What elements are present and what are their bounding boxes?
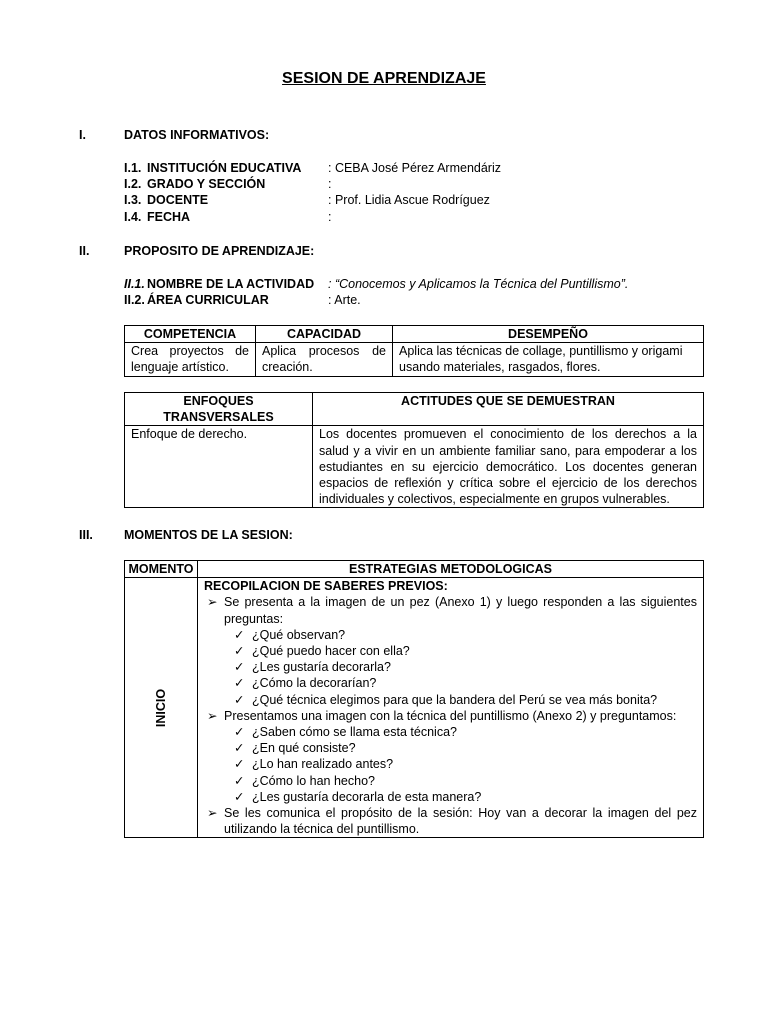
datos-value: : — [328, 209, 332, 224]
table-row — [125, 426, 704, 508]
datos-value: : Prof. Lidia Ascue Rodríguez — [328, 193, 490, 208]
datos-label: DOCENTE — [147, 193, 209, 208]
question-text: ¿Qué observan? — [252, 627, 346, 642]
section-datos-informativos — [79, 127, 269, 143]
datos-row — [124, 209, 501, 225]
document-title: SESION DE APRENDIZAJE — [282, 70, 486, 87]
table-cell: Los docentes promueven el conocimiento de los derechos a la salud y a vivir en un ambiente familiar sano, para empoderar a los estudiantes en su ejercicio democrático. Los docentes generan espacios de reflexión y crítica sobre el ejercicio de los derechos individuales y colectivos, especialmente en grupos vulnerables. — [313, 426, 704, 508]
datos-row — [124, 176, 501, 192]
question-text: ¿Les gustaría decorarla de esta manera? — [252, 789, 482, 804]
table-cell: Crea proyectos de lenguaje artístico. — [125, 343, 256, 376]
proposito-label: NOMBRE DE LA ACTIVIDAD — [147, 277, 315, 291]
question-text: ¿Saben cómo se llama esta técnica? — [252, 725, 457, 740]
table-header: MOMENTO — [125, 561, 198, 578]
moment-label: INICIO — [153, 688, 168, 727]
datos-number: I.4. — [124, 209, 142, 224]
section-number: I. — [79, 128, 86, 142]
checkmark-icon: ✓ — [234, 676, 245, 691]
checkmark-icon: ✓ — [234, 660, 245, 675]
question-item — [204, 659, 697, 675]
table-cell: Aplica las técnicas de collage, puntillismo y origami usando materiales, rasgados, flores. — [393, 343, 704, 376]
strategy-bullet — [204, 594, 697, 626]
table-header: CAPACIDAD — [256, 326, 393, 343]
table-header: COMPETENCIA — [125, 326, 256, 343]
datos-label: FECHA — [147, 209, 191, 224]
question-item — [204, 627, 697, 643]
moment-cell — [125, 578, 198, 838]
checkmark-icon: ✓ — [234, 789, 245, 804]
momentos-table — [124, 560, 704, 838]
strategies-cell — [198, 578, 704, 838]
question-text: ¿Qué técnica elegimos para que la bandera del Perú se vea más bonita? — [252, 692, 658, 707]
section-title: DATOS INFORMATIVOS: — [124, 128, 270, 142]
proposito-row — [124, 276, 628, 292]
proposito-label: ÁREA CURRICULAR — [147, 293, 269, 308]
table-header-row — [125, 326, 704, 343]
question-item — [204, 675, 697, 691]
question-text: ¿Cómo lo han hecho? — [252, 773, 375, 788]
section-title: PROPOSITO DE APRENDIZAJE: — [124, 244, 315, 258]
table-header-row — [125, 561, 704, 578]
datos-list — [124, 160, 501, 225]
question-item — [204, 692, 697, 708]
datos-row — [124, 192, 501, 208]
enfoques-table — [124, 392, 704, 508]
question-item — [204, 773, 697, 789]
table-header: ESTRATEGIAS METODOLOGICAS — [198, 561, 704, 578]
question-text: ¿Les gustaría decorarla? — [252, 660, 391, 675]
table-header-row — [125, 393, 704, 426]
question-item — [204, 643, 697, 659]
section-number: III. — [79, 528, 93, 542]
datos-row — [124, 160, 501, 176]
question-item — [204, 740, 697, 756]
proposito-value: : “Conocemos y Aplicamos la Técnica del Puntillismo”. — [328, 277, 629, 291]
checkmark-icon: ✓ — [234, 757, 245, 772]
checkmark-icon: ✓ — [234, 627, 245, 642]
checkmark-icon: ✓ — [234, 725, 245, 740]
checkmark-icon: ✓ — [234, 741, 245, 756]
proposito-value: : Arte. — [328, 293, 361, 308]
question-text: ¿En qué consiste? — [252, 741, 356, 756]
checkmark-icon: ✓ — [234, 773, 245, 788]
table-row — [125, 343, 704, 376]
checkmark-icon: ✓ — [234, 692, 245, 707]
datos-value: : — [328, 177, 332, 192]
section-proposito — [79, 243, 314, 259]
proposito-number: II.1. — [124, 277, 145, 291]
checkmark-icon: ✓ — [234, 644, 245, 659]
table-cell: Enfoque de derecho. — [125, 426, 313, 508]
arrow-bullet-icon: ➢ — [207, 708, 218, 723]
question-text: ¿Cómo la decorarían? — [252, 676, 377, 691]
strategy-bullet — [204, 708, 697, 724]
table-header: DESEMPEÑO — [393, 326, 704, 343]
datos-number: I.3. — [124, 193, 142, 208]
datos-label: GRADO Y SECCIÓN — [147, 177, 266, 192]
datos-number: I.2. — [124, 177, 142, 192]
strategies-subtitle: RECOPILACION DE SABERES PREVIOS: — [204, 579, 448, 594]
strategy-text: Se les comunica el propósito de la sesión: Hoy van a decorar la imagen del pez utilizando la técnica del puntillismo. — [224, 806, 697, 837]
section-number: II. — [79, 244, 90, 258]
proposito-row — [124, 292, 628, 308]
section-title: MOMENTOS DE LA SESION: — [124, 528, 293, 542]
proposito-list — [124, 276, 628, 308]
datos-number: I.1. — [124, 161, 142, 175]
question-text: ¿Qué puedo hacer con ella? — [252, 644, 410, 659]
strategy-bullet — [204, 805, 697, 837]
strategy-text: Se presenta a la imagen de un pez (Anexo 1) y luego responden a las siguientes preguntas: — [224, 595, 697, 626]
proposito-number: II.2. — [124, 293, 145, 308]
arrow-bullet-icon: ➢ — [207, 806, 218, 821]
question-item — [204, 724, 697, 740]
table-cell: Aplica procesos de creación. — [256, 343, 393, 376]
question-item — [204, 756, 697, 772]
question-text: ¿Lo han realizado antes? — [252, 757, 394, 772]
table-header: ENFOQUES TRANSVERSALES — [125, 393, 313, 426]
strategy-text: Presentamos una imagen con la técnica del puntillismo (Anexo 2) y preguntamos: — [224, 708, 677, 723]
table-row — [125, 578, 704, 838]
competencia-table — [124, 325, 704, 377]
datos-label: INSTITUCIÓN EDUCATIVA — [147, 161, 302, 175]
section-momentos — [79, 527, 293, 543]
datos-value: : CEBA José Pérez Armendáriz — [328, 161, 501, 175]
table-header: ACTITUDES QUE SE DEMUESTRAN — [313, 393, 704, 426]
question-item — [204, 789, 697, 805]
arrow-bullet-icon: ➢ — [207, 595, 218, 610]
